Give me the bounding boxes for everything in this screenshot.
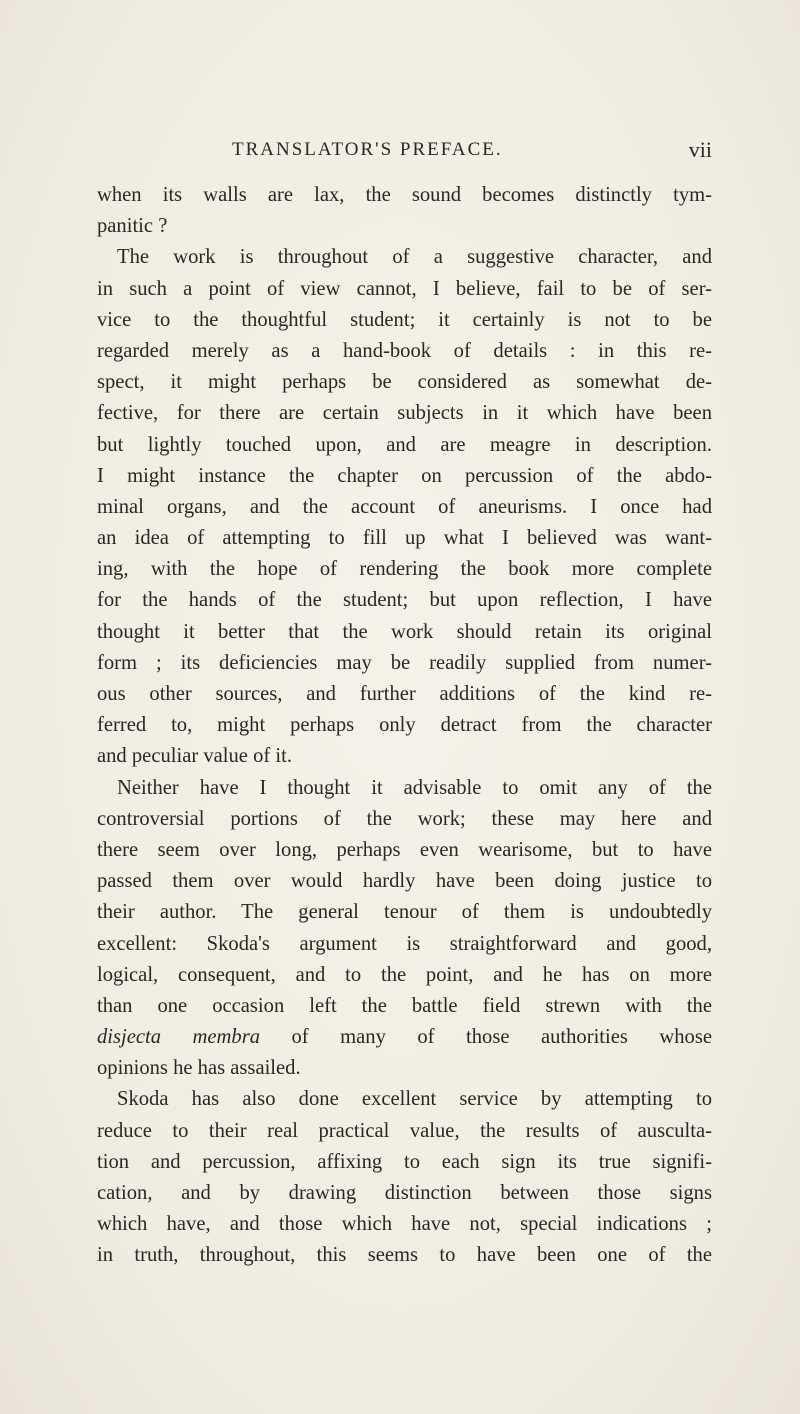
- text-line: ferred to, might perhaps only detract from the character: [97, 714, 712, 737]
- text-line: regarded merely as a hand-book of details : in this re-: [97, 339, 712, 362]
- text-line: ous other sources, and further additions of the kind re-: [97, 683, 712, 705]
- text-line: when its walls are lax, the sound becomes distinctly tym-: [97, 184, 712, 206]
- text-line: there seem over long, perhaps even wearisome, but to have: [97, 838, 712, 861]
- text-line: vice to the thoughtful student; it certainly is not to be: [97, 308, 712, 331]
- text-line: in such a point of view cannot, I believe, fail to be of ser-: [97, 277, 712, 300]
- text-line: ing, with the hope of rendering the book more complete: [97, 558, 712, 581]
- text-line: tion and percussion, affixing to each sign its true signifi-: [97, 1150, 712, 1173]
- text-line: spect, it might perhaps be considered as somewhat de-: [97, 371, 712, 394]
- text-line: Neither have I thought it advisable to omit any of the: [117, 776, 712, 799]
- text-line-rest: of many of those authorities whose: [260, 1026, 712, 1049]
- body-text: [97, 180, 712, 1272]
- text-line: excellent: Skoda's argument is straightforward and good,: [97, 932, 712, 955]
- text-line: which have, and those which have not, special indications ;: [97, 1213, 712, 1236]
- page-header: [232, 134, 712, 166]
- text-line: minal organs, and the account of aneurisms. I once had: [97, 495, 712, 518]
- text-line: form ; its deficiencies may be readily supplied from numer-: [97, 651, 712, 674]
- text-line: cation, and by drawing distinction between those signs: [97, 1182, 712, 1204]
- text-line: The work is throughout of a suggestive character, and: [117, 246, 712, 269]
- text-line: but lightly touched upon, and are meagre in description.: [97, 433, 712, 456]
- text-line: Skoda has also done excellent service by attempting to: [117, 1088, 712, 1111]
- text-line: controversial portions of the work; these may here and: [97, 807, 712, 830]
- text-line: reduce to their real practical value, the results of ausculta-: [97, 1119, 712, 1142]
- text-line: their author. The general tenour of them is undoubtedly: [97, 901, 712, 924]
- text-line: passed them over would hardly have been doing justice to: [97, 870, 712, 893]
- text-line: I might instance the chapter on percussion of the abdo-: [97, 464, 712, 487]
- text-line: in truth, throughout, this seems to have been one of the: [97, 1244, 712, 1267]
- text-line: opinions he has assailed.: [97, 1057, 301, 1080]
- italic-phrase: disjecta membra: [97, 1026, 261, 1049]
- text-line: panitic ?: [97, 215, 168, 238]
- text-line: for the hands of the student; but upon reflection, I have: [97, 589, 712, 612]
- text-line-with-italic: [97, 1022, 712, 1053]
- text-line: fective, for there are certain subjects in it which have been: [97, 402, 712, 425]
- text-line: logical, consequent, and to the point, and he has on more: [97, 963, 712, 986]
- text-line: thought it better that the work should retain its original: [97, 620, 712, 643]
- running-title: TRANSLATOR'S PREFACE.: [232, 139, 503, 160]
- text-line: an idea of attempting to fill up what I believed was want-: [97, 527, 712, 550]
- page-number: vii: [688, 137, 712, 162]
- text-line: and peculiar value of it.: [97, 745, 292, 768]
- text-line: than one occasion left the battle field strewn with the: [97, 994, 712, 1017]
